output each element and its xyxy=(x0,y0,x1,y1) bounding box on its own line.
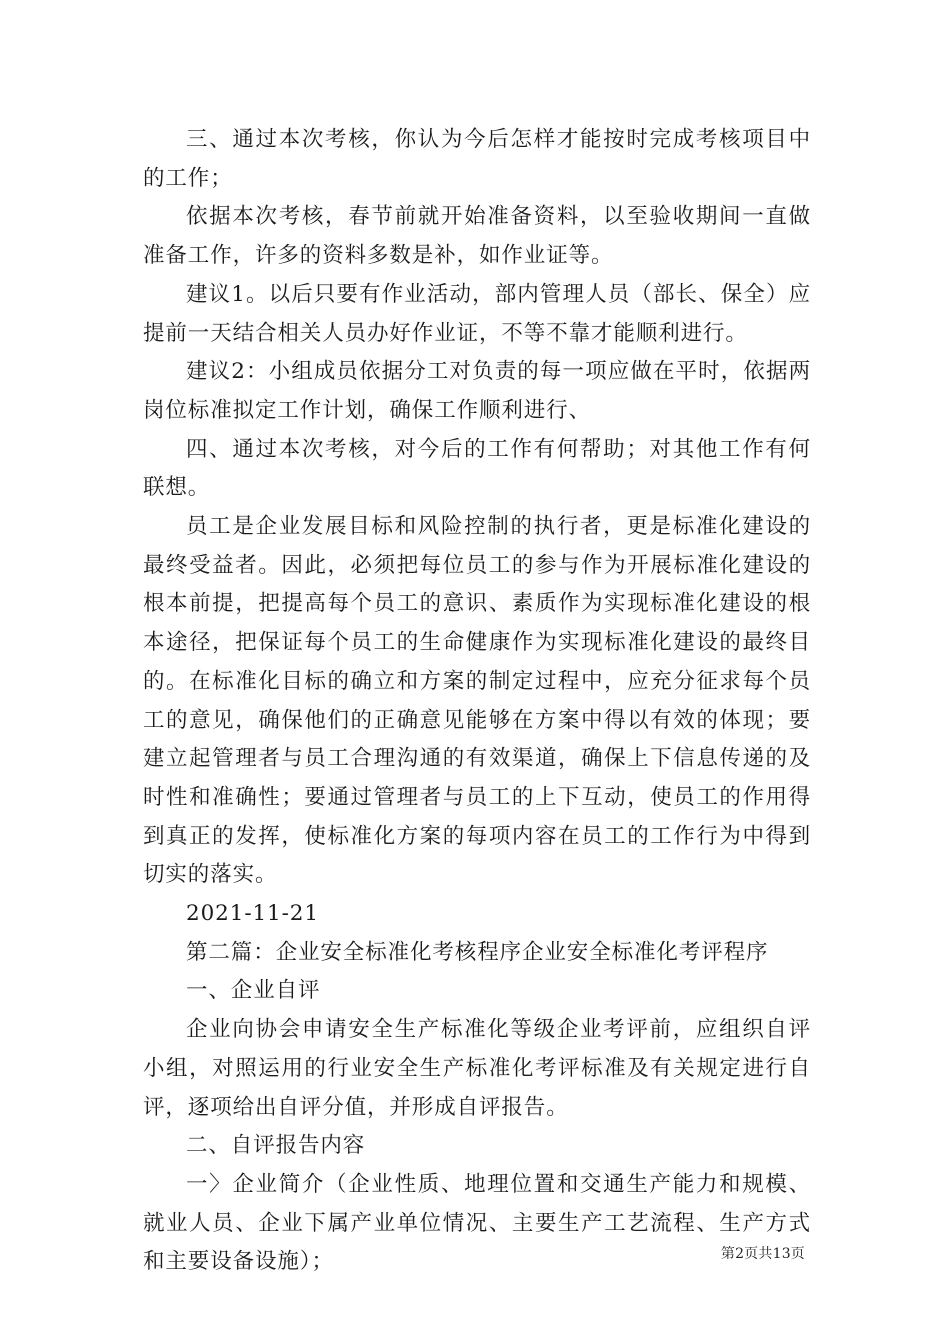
paragraph-heading-report-content: 二、自评报告内容 xyxy=(186,1133,366,1159)
paragraph-second-article-title: 第二篇：企业安全标准化考核程序企业安全标准化考评程序 xyxy=(186,939,769,965)
paragraph-section-four-question: 四、通过本次考核，对今后的工作有何帮助；对其他工作有何联想。 xyxy=(143,436,811,501)
paragraph-section-three-question: 三、通过本次考核，你认为今后怎样才能按时完成考核项目中的工作； xyxy=(143,127,811,191)
paragraph-self-evaluation-body: 企业向协会申请安全生产标准化等级企业考评前，应组织自评小组，对照运用的行业安全生产标准化考评标准及有关规定进行自评，逐项给出自评分值，并形成自评报告。 xyxy=(143,1017,811,1120)
page-number-footer: 第2页共13页 xyxy=(720,1246,805,1262)
paragraph-suggestion-1: 建议1。以后只要有作业活动，部内管理人员（部长、保全）应提前一天结合相关人员办好作业证，不等不靠才能顺利进行。 xyxy=(143,281,811,346)
paragraph-preparation: 依据本次考核，春节前就开始准备资料，以至验收期间一直做准备工作，许多的资料多数是补，如作业证等。 xyxy=(143,204,811,269)
paragraph-suggestion-2: 建议2：小组成员依据分工对负责的每一项应做在平时，依据两岗位标准拟定工作计划，确保工作顺利进行、 xyxy=(143,359,811,423)
paragraph-heading-self-evaluation: 一、企业自评 xyxy=(186,978,321,1004)
document-body xyxy=(143,121,811,1282)
paragraph-employee-role: 员工是企业发展目标和风险控制的执行者，更是标准化建设的最终受益者。因此，必须把每位员工的参与作为开展标准化建设的根本前提，把提高每个员工的意识、素质作为实现标准化建设的根本途径，把保证每个员工的生命健康作为实现标准化建设的最终目的。在标准化目标的确立和方案的制定过程中，应充分征求每个员工的意见，确保他们的正确意见能够在方案中得以有效的体现；要建立起管理者与员工合理沟通的有效渠道，确保上下信息传递的及时性和准确性；要通过管理者与员工的上下互动，使员工的作用得到真正的发挥，使标准化方案的每项内容在员工的工作行为中得到切实的落实。 xyxy=(143,514,811,888)
paragraph-date: 2021-11-21 xyxy=(186,901,319,927)
paragraph-company-profile: 一〉企业简介（企业性质、地理位置和交通生产能力和规模、就业人员、企业下属产业单位情况、主要生产工艺流程、生产方式和主要设备设施）； xyxy=(143,1171,811,1275)
